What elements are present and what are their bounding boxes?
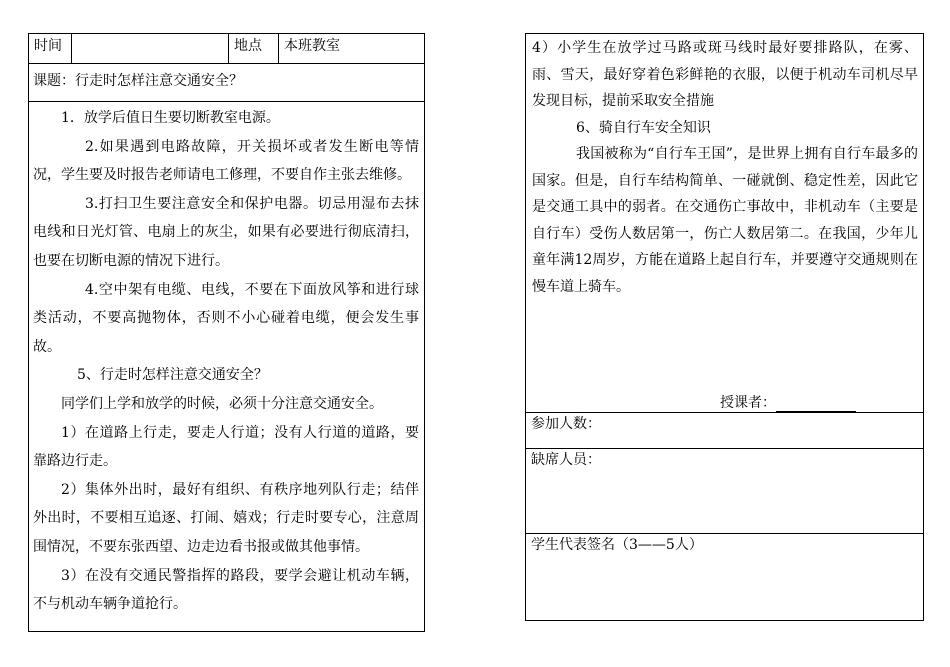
left-header-divider-1 <box>28 63 425 64</box>
place-value: 本班教室 <box>284 38 340 54</box>
teacher-label: 授课者： <box>720 395 776 411</box>
section-5-heading: 5、行走时怎样注意交通安全？ <box>77 367 268 384</box>
left-header-col-3 <box>278 33 279 63</box>
paragraph-rule-4: 4）小学生在放学过马路或斑马线时最好要排路队，在雾、雨、雪天，最好穿着色彩鲜艳的衣服，以便于机动车司机尽早发现目标，提前采取安全措施 <box>532 40 918 109</box>
left-header-col-1 <box>71 33 72 63</box>
teacher-signature-row <box>720 394 856 412</box>
paragraph-4: 4.空中架有电缆、电线，不要在下面放风筝和进行球类活动，不要高抛物体，否则不小心碰着电缆，便会发生事故。 <box>33 281 419 355</box>
paragraph-2: 2.如果遇到电路故障，开关损坏或者发生断电等情况，学生要及时报告老师请电工修理，不要自作主张去维修。 <box>33 138 419 184</box>
paragraph-1: 1．放学后值日生要切断教室电源。 <box>61 110 280 126</box>
left-body <box>33 104 419 619</box>
time-label: 时间 <box>34 38 62 54</box>
place-label: 地点 <box>234 38 262 54</box>
paragraph-3: 3.打扫卫生要注意安全和保护电器。切忌用湿布去抹电线和日光灯管、电扇上的灰尘，如果有必要进行彻底清扫，也要在切断电源的情况下进行。 <box>33 195 419 269</box>
right-divider-absent <box>525 448 924 449</box>
paragraph-rule-2: 2）集体外出时，最好有组织、有秩序地列队行走；结伴外出时，不要相互追逐、打闹、嬉戏；行走时要专心，注意周围情况，不要东张西望、边走边看书报或做其他事情。 <box>33 481 419 555</box>
left-header-divider-2 <box>28 101 425 102</box>
attendance-label: 参加人数： <box>531 416 601 432</box>
left-header-col-2 <box>228 33 229 63</box>
paragraph-bicycle: 我国被称为“自行车王国”，是世界上拥有自行车最多的国家。但是，自行车结构简单、一碰就倒、稳定性差，因此它是交通工具中的弱者。在交通伤亡事故中，非机动车（主要是自行车）受伤人数居第一，伤亡人数居第二。在我国，少年儿童年满12周岁，方能在道路上起自行车，并要遵守交通规则在慢车道上骑车。 <box>532 146 918 295</box>
right-body <box>532 35 918 300</box>
lesson-topic: 课题：行走时怎样注意交通安全？ <box>33 73 243 89</box>
teacher-signature-line <box>776 395 856 412</box>
paragraph-rule-3: 3）在没有交通民警指挥的路段，要学会避让机动车辆，不与机动车辆争道抢行。 <box>33 567 419 613</box>
right-divider-signature <box>525 533 924 534</box>
right-divider-attendance <box>525 412 924 413</box>
paragraph-rule-1: 1）在道路上行走，要走人行道；没有人行道的道路，要靠路边行走。 <box>33 424 419 470</box>
absent-label: 缺席人员： <box>531 452 601 468</box>
signature-label: 学生代表签名（3——5人） <box>531 537 703 553</box>
paragraph-intro: 同学们上学和放学的时候，必须十分注意交通安全。 <box>61 395 383 412</box>
section-6-heading: 6、骑自行车安全知识 <box>576 119 711 136</box>
